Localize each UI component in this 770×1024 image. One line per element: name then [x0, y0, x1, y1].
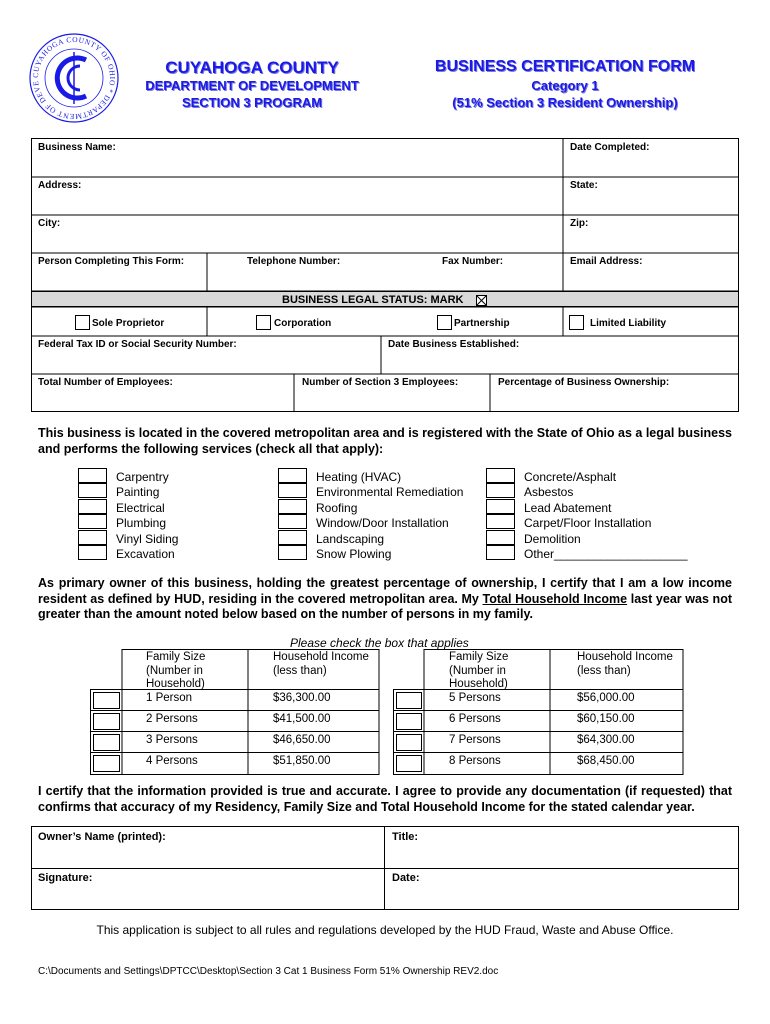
service-checkbox[interactable]	[278, 468, 307, 483]
address-label: Address:	[38, 180, 82, 191]
income-family-size: 3 Persons	[146, 734, 198, 746]
service-checkbox[interactable]	[278, 545, 307, 560]
service-item: Excavation	[116, 547, 175, 562]
person-completing-label: Person Completing This Form:	[38, 256, 185, 267]
income-certification	[38, 576, 732, 623]
limited-liability-label: Limited Liability	[590, 318, 667, 329]
income-amount: $36,300.00	[273, 692, 331, 704]
service-item: Electrical	[116, 500, 165, 515]
income-family-size: 5 Persons	[449, 692, 501, 704]
service-checkbox[interactable]	[278, 499, 307, 514]
corporation-label: Corporation	[274, 318, 332, 329]
header-left-title: CUYAHOGA COUNTY	[165, 58, 339, 77]
file-path: C:\Documents and Settings\DPTCC\Desktop\Section 3 Cat 1 Business Form 51% Ownership REV2.doc	[38, 966, 499, 977]
service-item: Demolition	[524, 531, 581, 546]
service-item: Carpet/Floor Installation	[524, 516, 652, 531]
service-item: Environmental Remediation	[316, 485, 464, 500]
service-checkbox[interactable]	[486, 483, 515, 498]
sole-proprietor-label: Sole Proprietor	[92, 318, 165, 329]
income-amount: $64,300.00	[577, 734, 635, 746]
header-left-line2: DEPARTMENT OF DEVELOPMENT	[145, 78, 359, 93]
income-col-income-right: Household Income (less than)	[577, 651, 673, 677]
services-col1	[116, 470, 178, 562]
income-amount: $41,500.00	[273, 713, 331, 725]
income-checkbox[interactable]	[396, 712, 423, 729]
service-checkbox[interactable]	[278, 483, 307, 498]
telephone-label: Telephone Number:	[247, 256, 341, 267]
income-col-family-right: Family Size (Number in Household)	[449, 651, 509, 690]
service-item: Other____________________	[524, 547, 688, 562]
x-box-icon	[476, 293, 487, 304]
service-item: Heating (HVAC)	[316, 470, 402, 484]
income-amount: $56,000.00	[577, 692, 635, 704]
income-checkbox[interactable]	[396, 754, 423, 771]
partnership-checkbox[interactable]	[437, 315, 452, 330]
header-right-line3: (51% Section 3 Resident Ownership)	[452, 95, 678, 110]
services-col2	[316, 470, 463, 562]
svg-text:CUYAHOGA COUNTY OF OHIO * DEPA: CUYAHOGA COUNTY OF OHIO * DEPARTMENT OF DEVE	[30, 34, 118, 122]
service-checkbox[interactable]	[78, 499, 107, 514]
service-checkbox[interactable]	[486, 468, 515, 483]
legal-status-heading: BUSINESS LEGAL STATUS: MARK	[282, 294, 464, 306]
service-item: Window/Door Installation	[316, 516, 449, 531]
service-item: Asbestos	[524, 485, 574, 500]
service-item: Painting	[116, 485, 160, 500]
business-name-label: Business Name:	[38, 142, 116, 153]
fax-label: Fax Number:	[442, 256, 504, 267]
services-col3	[524, 470, 688, 562]
total-employees-label: Total Number of Employees:	[38, 377, 173, 388]
service-checkbox[interactable]	[486, 514, 515, 529]
income-family-size: 8 Persons	[449, 755, 501, 767]
income-col-income-left: Household Income (less than)	[273, 651, 369, 677]
income-checkbox[interactable]	[396, 733, 423, 750]
service-checkbox[interactable]	[78, 514, 107, 529]
owner-name-label: Owner’s Name (printed):	[38, 831, 166, 843]
form-table	[31, 138, 739, 412]
service-item: Carpentry	[116, 470, 169, 484]
service-item: Concrete/Asphalt	[524, 470, 617, 484]
service-checkbox[interactable]	[486, 530, 515, 545]
income-checkbox[interactable]	[93, 691, 120, 708]
service-item: Vinyl Siding	[116, 531, 179, 546]
income-amount: $68,450.00	[577, 755, 635, 767]
service-checkbox[interactable]	[78, 468, 107, 483]
city-label: City:	[38, 218, 61, 229]
title-label: Title:	[392, 831, 419, 843]
service-checkbox[interactable]	[486, 545, 515, 560]
income-family-size: 2 Persons	[146, 713, 198, 725]
income-cert-emphasis: Total Household Income	[482, 591, 628, 606]
sole-proprietor-checkbox[interactable]	[75, 315, 90, 330]
service-checkbox[interactable]	[278, 530, 307, 545]
service-checkbox[interactable]	[78, 545, 107, 560]
form-grid	[32, 139, 738, 411]
services-intro: This business is located in the covered metropolitan area and is registered with the State of Ohio as a legal business and performs the following services (check all that apply):	[38, 426, 732, 456]
tax-id-label: Federal Tax ID or Social Security Number:	[38, 339, 237, 350]
income-checkbox[interactable]	[396, 691, 423, 708]
service-checkbox[interactable]	[278, 514, 307, 529]
income-family-size: 4 Persons	[146, 755, 198, 767]
date-label: Date:	[392, 872, 420, 884]
income-col-family-left: Family Size (Number in Household)	[146, 651, 206, 690]
income-family-size: 6 Persons	[449, 713, 501, 725]
corporation-checkbox[interactable]	[256, 315, 271, 330]
county-seal	[28, 32, 120, 124]
income-cert-part1: As primary owner of this business, holding the greatest percentage of ownership, I certify that I am a low income resident as defined by HUD, residing in the covered metropolitan area. My	[38, 576, 732, 606]
service-item: Roofing	[316, 500, 358, 515]
income-checkbox[interactable]	[93, 733, 120, 750]
income-checkbox[interactable]	[93, 754, 120, 771]
header-left-line3: SECTION 3 PROGRAM	[181, 95, 323, 110]
service-item: Landscaping	[316, 531, 385, 546]
signature-label: Signature:	[38, 872, 93, 884]
service-item: Plumbing	[116, 516, 167, 531]
state-label: State:	[570, 180, 598, 191]
signature-table	[31, 826, 739, 910]
date-completed-label: Date Completed:	[570, 142, 650, 153]
income-family-size: 1 Person	[146, 692, 193, 704]
partnership-label: Partnership	[454, 318, 510, 329]
income-amount: $46,650.00	[273, 734, 331, 746]
income-family-size: 7 Persons	[449, 734, 501, 746]
income-checkbox[interactable]	[93, 712, 120, 729]
section3-employees-label: Number of Section 3 Employees:	[302, 377, 459, 388]
income-instruction: Please check the box that applies	[290, 636, 469, 650]
service-checkbox[interactable]	[486, 499, 515, 514]
income-amount: $60,150.00	[577, 713, 635, 725]
header-right-line2: Category 1	[531, 78, 599, 93]
service-item: Lead Abatement	[524, 500, 612, 515]
income-cert-part2: last year was not greater than the amount noted below based on the number of persons in my family.	[38, 591, 732, 621]
header-right-title: BUSINESS CERTIFICATION FORM	[434, 58, 696, 75]
zip-label: Zip:	[570, 218, 589, 229]
income-amount: $51,850.00	[273, 755, 331, 767]
footer-note: This application is subject to all rules and regulations developed by the HUD Fraud, Waste and Abuse Office.	[96, 923, 674, 937]
date-established-label: Date Business Established:	[388, 339, 520, 350]
limited-liability-checkbox[interactable]	[569, 315, 584, 330]
email-label: Email Address:	[570, 256, 643, 267]
service-checkbox[interactable]	[78, 530, 107, 545]
service-checkbox[interactable]	[78, 483, 107, 498]
ownership-percentage-label: Percentage of Business Ownership:	[498, 377, 670, 388]
accuracy-certification: I certify that the information provided is true and accurate. I agree to provide any documentation (if requested) that confirms that accuracy of my Residency, Family Size and Total Household Income for the stated calendar year.	[38, 784, 732, 814]
service-item: Snow Plowing	[316, 547, 392, 562]
